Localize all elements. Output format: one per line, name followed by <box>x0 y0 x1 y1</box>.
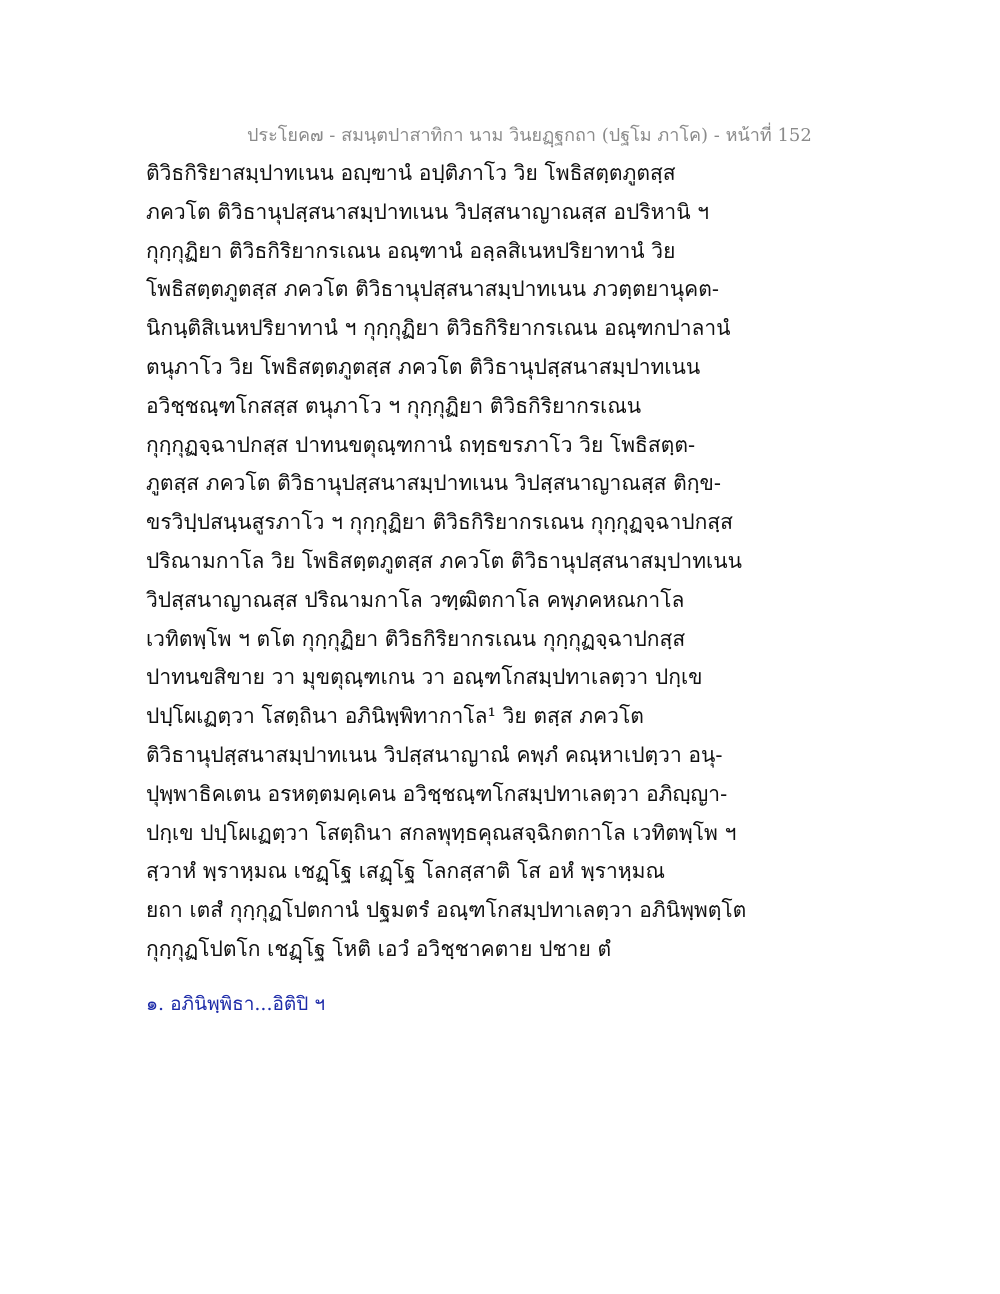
text-line: ติวิธานุปสฺสนาสมฺปาทเนน วิปสฺสนาญาณํ คพฺภํ คณฺหาเปตฺวา อนุ- <box>146 742 723 767</box>
text-line: ปุพฺพาธิคเตน อรหตฺตมคฺเคน อวิชฺชณฺฑโกสมฺปทาเลตฺวา อภิญฺญา- <box>146 781 728 806</box>
text-line: เวทิตพฺโพ ฯ ตโต กุกฺกุฏิยา ติวิธกิริยากรเณน กุกฺกุฏจฺฉาปกสฺส <box>146 626 686 651</box>
text-line: ปาทนขสิขาย วา มุขตุณฺฑเกน วา อณฺฑโกสมฺปทาเลตฺวา ปกฺเข <box>146 665 703 690</box>
text-line: ขรวิปฺปสนฺนสูรภาโว ฯ กุกฺกุฏิยา ติวิธกิริยากรเณน กุกฺกุฏจฺฉาปกสฺส <box>146 510 733 535</box>
body-text <box>146 154 746 969</box>
text-line: กุกฺกุฏิยา ติวิธกิริยากรเณน อณฺฑานํ อลฺลสิเนหปริยาทานํ วิย <box>146 238 676 263</box>
text-line: กุกฺกุฏโปตโก เชฏฺโฐ โหติ เอวํ อวิชฺชาคตาย ปชาย ตํ <box>146 936 612 961</box>
text-line: นิกนฺติสิเนหปริยาทานํ ฯ กุกฺกุฏิยา ติวิธกิริยากรเณน อณฺฑกปาลานํ <box>146 316 731 341</box>
text-line: สฺวาหํ พฺราหฺมณ เชฏฺโฐ เสฏฺโฐ โลกสฺสาติ โส อหํ พฺราหฺมณ <box>146 859 665 884</box>
text-line: ภูตสฺส ภควโต ติวิธานุปสฺสนาสมฺปาทเนน วิปสฺสนาญาณสฺส ติกฺข- <box>146 471 721 496</box>
text-line: ภควโต ติวิธานุปสฺสนาสมฺปาทเนน วิปสฺสนาญาณสฺส อปริหานิ ฯ <box>146 199 710 224</box>
text-line: ตนุภาโว วิย โพธิสตฺตภูตสฺส ภควโต ติวิธานุปสฺสนาสมฺปาทเนน <box>146 354 701 379</box>
footnote: ๑. อภินิพฺพิธา...อิติปิ ฯ <box>146 993 326 1015</box>
text-line: โพธิสตฺตภูตสฺส ภควโต ติวิธานุปสฺสนาสมฺปาทเนน ภวตฺตยานุคต- <box>146 277 719 302</box>
text-line: ปกฺเข ปปฺโผเฏตฺวา โสตฺถินา สกลพุทฺธคุณสจฺฉิกตกาโล เวทิตพฺโพ ฯ <box>146 820 737 845</box>
text-line: ปปฺโผเฏตฺวา โสตฺถินา อภินิพฺพิทากาโล¹ วิย ตสฺส ภควโต <box>146 704 644 729</box>
text-line: ยถา เตสํ กุกฺกุฏโปตกานํ ปฐมตรํ อณฺฑโกสมฺปทาเลตฺวา อภินิพฺพตฺโต <box>146 898 747 923</box>
text-line: ปริณามกาโล วิย โพธิสตฺตภูตสฺส ภควโต ติวิธานุปสฺสนาสมฺปาทเนน <box>146 548 742 573</box>
text-line: วิปสฺสนาญาณสฺส ปริณามกาโล วฑฺฒิตกาโล คพฺภคหณกาโล <box>146 587 685 612</box>
text-line: อวิชฺชณฺฑโกสสฺส ตนุภาโว ฯ กุกฺกุฏิยา ติวิธกิริยากรเณน <box>146 393 642 418</box>
text-line: กุกฺกุฏจฺฉาปกสฺส ปาทนขตุณฺฑกานํ ถทฺธขรภาโว วิย โพธิสตฺต- <box>146 432 696 457</box>
text-line: ติวิธกิริยาสมฺปาทเนน อญฺฃานํ อปฺติภาโว วิย โพธิสตฺตภูตสฺส <box>146 161 676 185</box>
page-header: ประโยค๗ - สมนฺตปาสาทิกา นาม วินยฏฺฐกถา (ปฐโม ภาโค) - หน้าที่ 152 <box>247 125 812 146</box>
